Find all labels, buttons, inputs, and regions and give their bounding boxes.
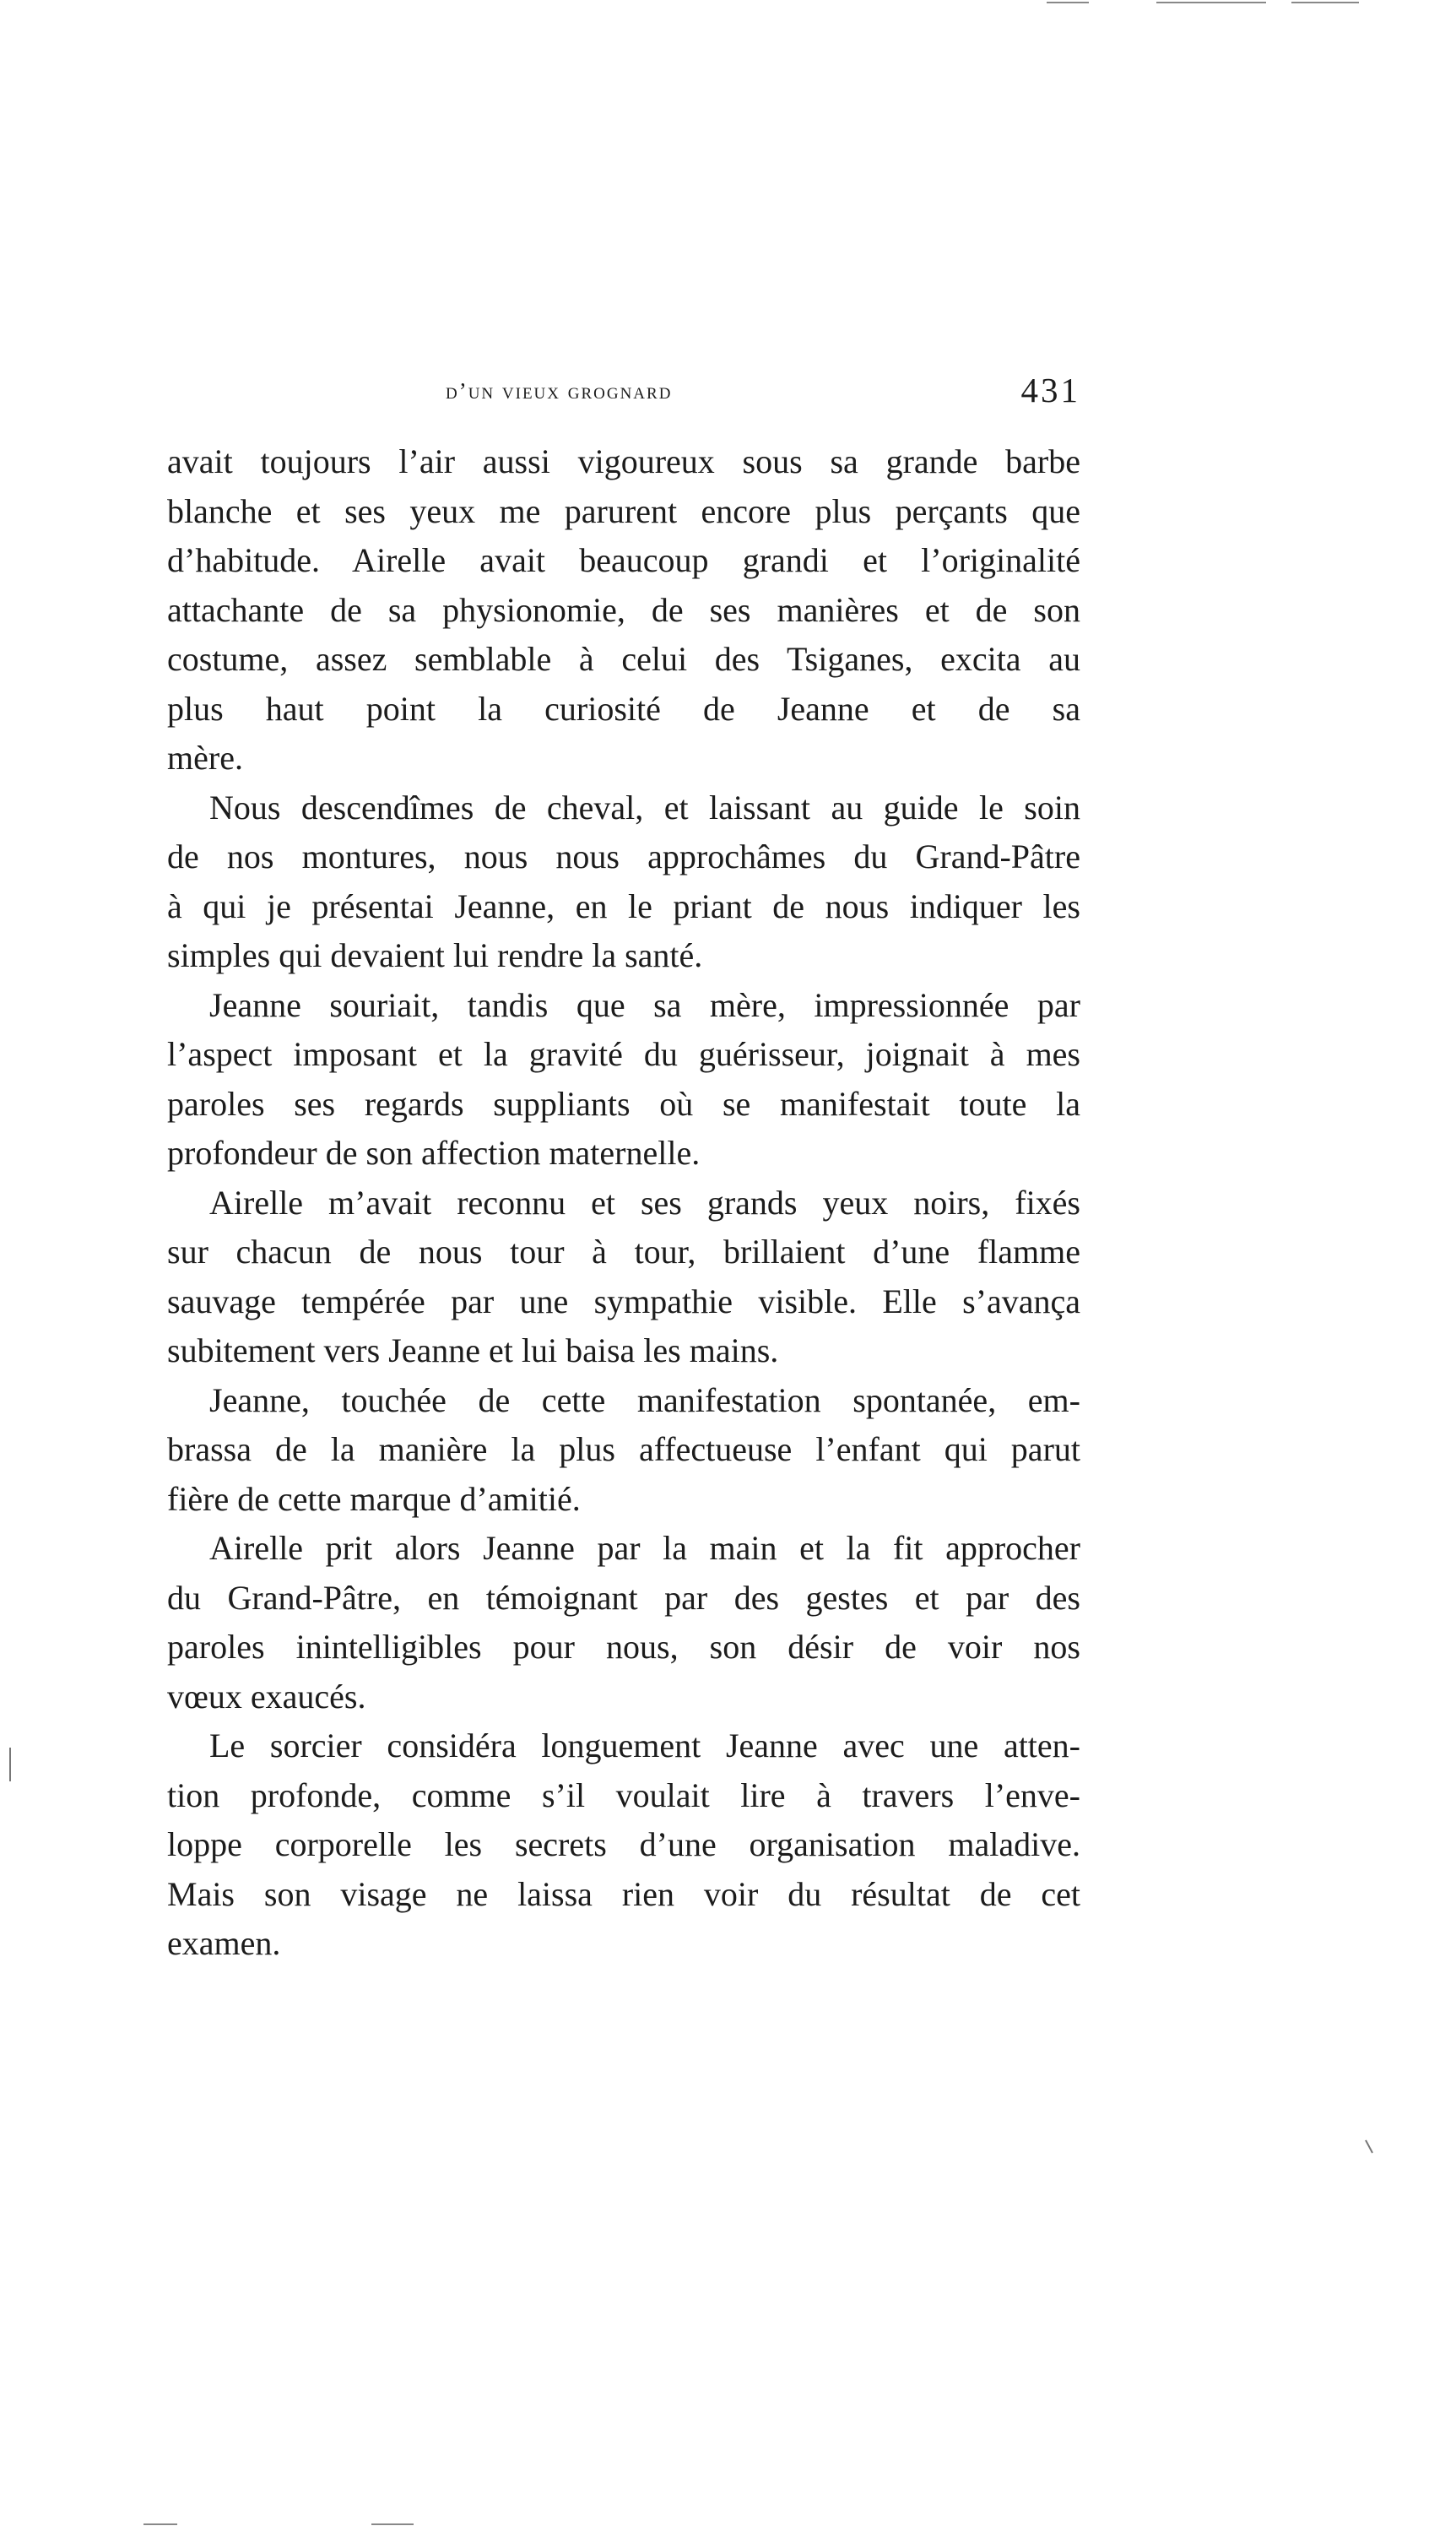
paragraph: [167, 1721, 1080, 1969]
text-line: subitement vers Jeanne et lui baisa les mains.: [167, 1331, 779, 1369]
text-line: paroles inintelligibles pour nous, son désir de voir nos: [167, 1628, 1080, 1666]
paragraph: [167, 1179, 1080, 1376]
text-line: profondeur de son affection maternelle.: [167, 1134, 701, 1172]
paragraph: [167, 1376, 1080, 1525]
text-line: paroles ses regards suppliants où se manifestait toute la: [167, 1084, 1080, 1123]
text-line: du Grand-Pâtre, en témoignant par des gestes et par des: [167, 1578, 1080, 1617]
text-line: à qui je présentai Jeanne, en le priant de nous indiquer les: [167, 886, 1080, 925]
scan-mark: [1366, 2140, 1372, 2153]
text-line: simples qui devaient lui rendre la santé.: [167, 936, 703, 974]
paragraph: [167, 1524, 1080, 1721]
text-line: tion profonde, comme s’il voulait lire à travers l’enve-: [167, 1775, 1080, 1814]
text-line: examen.: [167, 1924, 281, 1962]
text-line: de nos montures, nous nous approchâmes du Grand-Pâtre: [167, 837, 1080, 875]
paragraph: [167, 981, 1080, 1179]
text-line: sur chacun de nous tour à tour, brillaient d’une flamme: [167, 1233, 1080, 1271]
text-line: vœux exaucés.: [167, 1677, 366, 1716]
text-line: Airelle prit alors Jeanne par la main et la fit approcher: [209, 1529, 1080, 1567]
text-line: Mais son visage ne laissa rien voir du résultat de cet: [167, 1874, 1080, 1913]
text-line: plus haut point la curiosité de Jeanne et de sa: [167, 689, 1080, 728]
running-title: d’un vieux grognard: [446, 378, 673, 404]
text-line: fière de cette marque d’amitié.: [167, 1479, 581, 1518]
running-head: [167, 370, 1080, 420]
body-text: [167, 437, 1080, 1969]
text-line: loppe corporelle les secrets d’une organisation maladive.: [167, 1825, 1080, 1863]
text-line: Airelle m’avait reconnu et ses grands yeux noirs, fixés: [209, 1183, 1080, 1222]
text-line: d’habitude. Airelle avait beaucoup grandi et l’originalité: [167, 541, 1080, 579]
page-number: 431: [1020, 371, 1080, 409]
text-line: costume, assez semblable à celui des Tsiganes, excita au: [167, 640, 1080, 678]
text-line: sauvage tempérée par une sympathie visible. Elle s’avança: [167, 1282, 1080, 1320]
text-line: l’aspect imposant et la gravité du guérisseur, joignait à mes: [167, 1035, 1080, 1073]
text-line: attachante de sa physionomie, de ses manières et de son: [167, 590, 1080, 629]
text-line: mère.: [167, 739, 243, 777]
text-line: blanche et ses yeux me parurent encore plus perçants que: [167, 491, 1080, 530]
paragraph: [167, 783, 1080, 981]
text-line: Nous descendîmes de cheval, et laissant au guide le soin: [209, 788, 1080, 827]
text-line: avait toujours l’air aussi vigoureux sous sa grande barbe: [167, 442, 1080, 480]
text-line: Le sorcier considéra longuement Jeanne avec une atten-: [209, 1726, 1080, 1764]
text-line: brassa de la manière la plus affectueuse l’enfant qui parut: [167, 1430, 1080, 1468]
text-line: Jeanne, touchée de cette manifestation spontanée, em-: [209, 1380, 1080, 1419]
paragraph: [167, 437, 1080, 783]
text-line: Jeanne souriait, tandis que sa mère, impressionnée par: [209, 985, 1080, 1024]
